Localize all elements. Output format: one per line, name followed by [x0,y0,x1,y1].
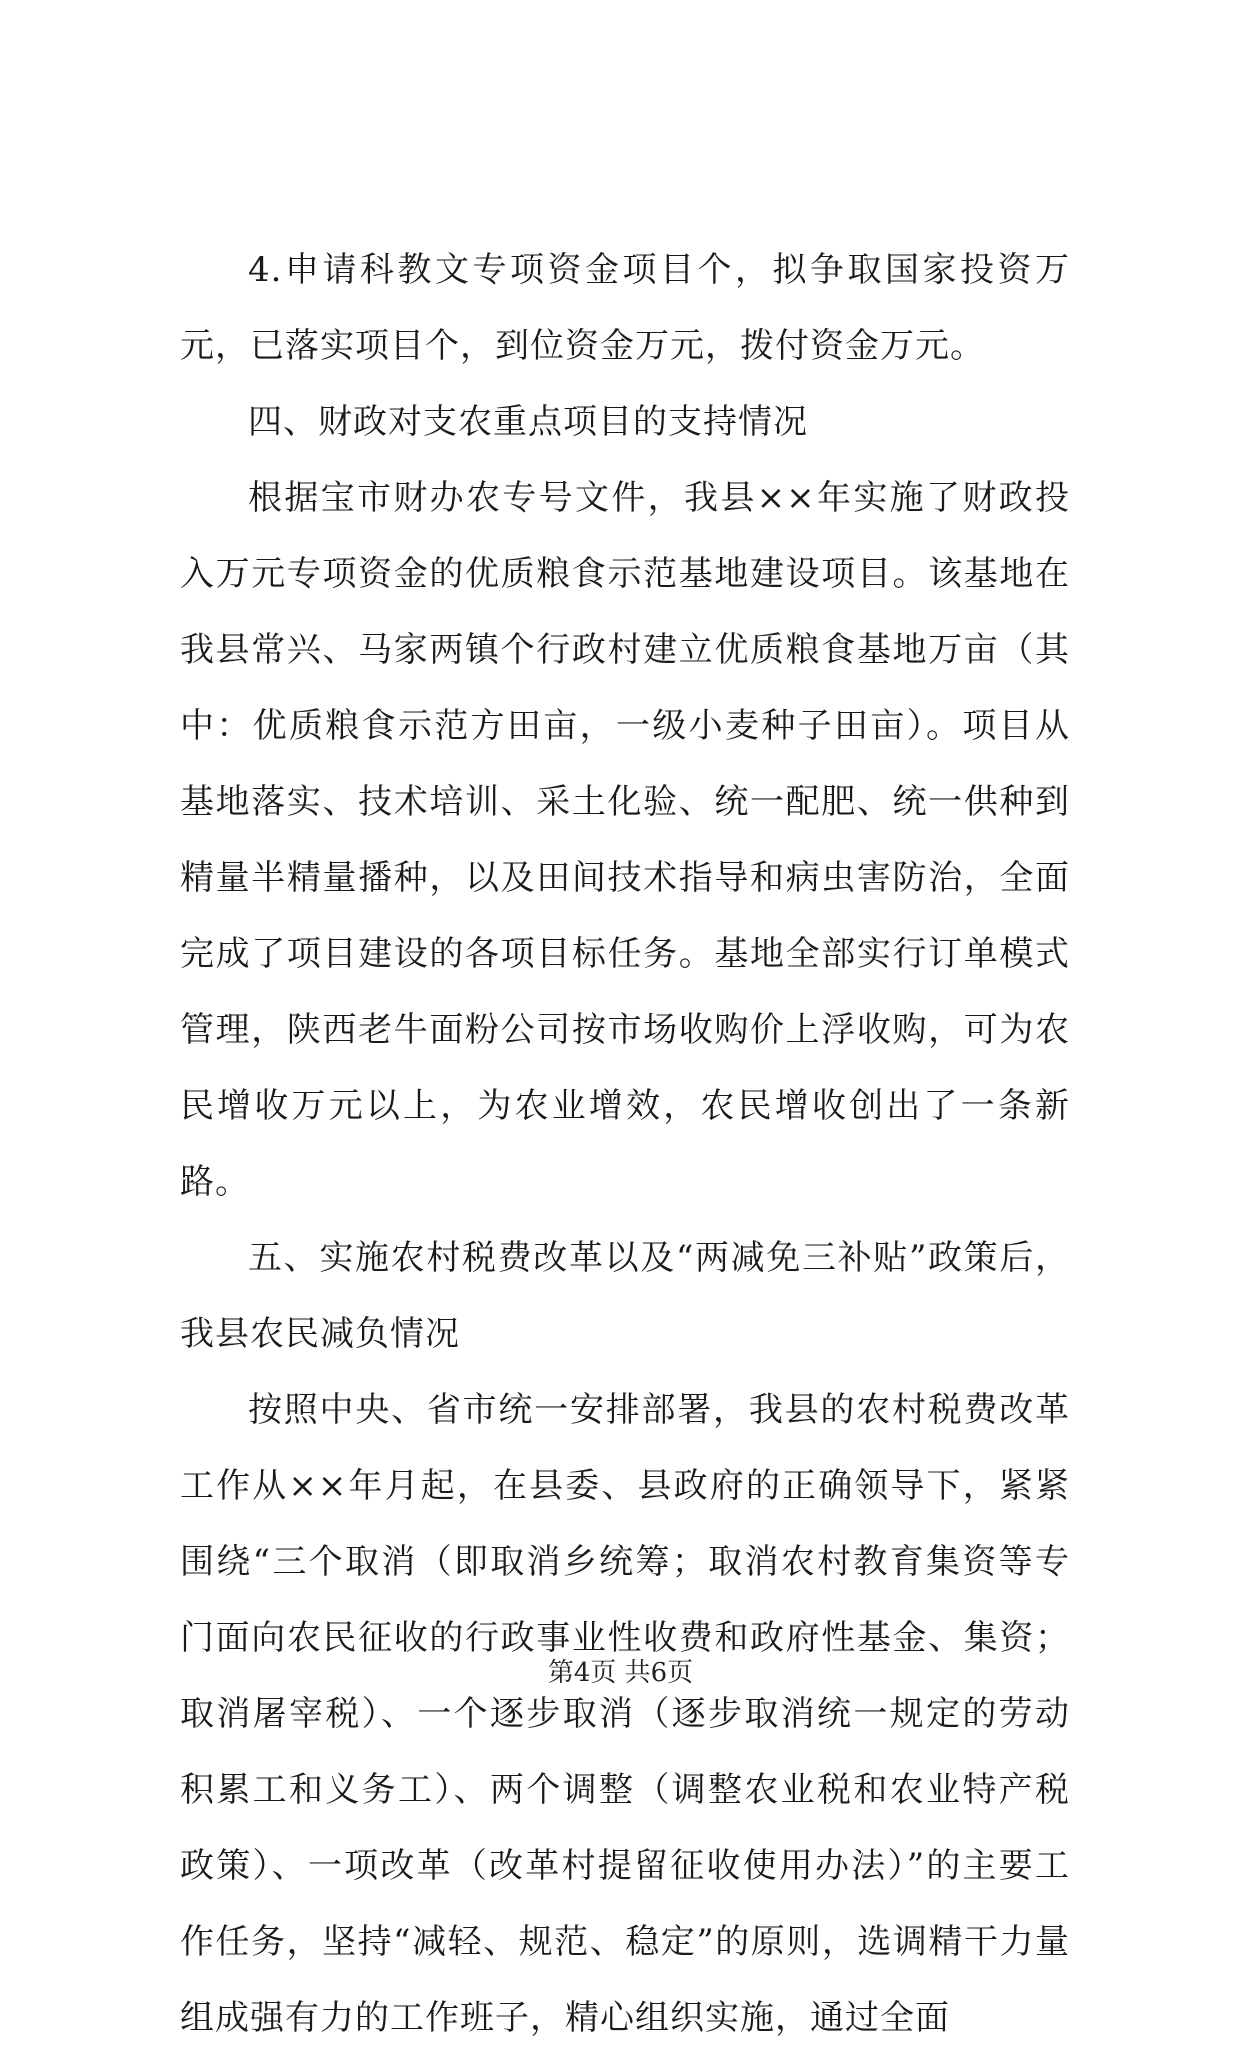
paragraph-item-4: 4.申请科教文专项资金项目个，拟争取国家投资万元，已落实项目个，到位资金万元，拨付资金万元。 [180,250,1070,366]
section-heading-5: 五、实施农村税费改革以及“两减免三补贴”政策后，我县农民减负情况 [180,1238,1070,1354]
paragraph-agri-base: 根据宝市财办农专号文件，我县××年实施了财政投入万元专项资金的优质粮食示范基地建设项目。该基地在我县常兴、马家两镇个行政村建立优质粮食基地万亩（其中：优质粮食示范方田亩，一级小麦种子田亩）。项目从基地落实、技术培训、采土化验、统一配肥、统一供种到精量半精量播种，以及田间技术指导和病虫害防治，全面完成了项目建设的各项目标任务。基地全部实行订单模式管理，陕西老牛面粉公司按市场收购价上浮收购，可为农民增收万元以上，为农业增效，农民增收创出了一条新路。 [180,478,1070,1202]
page-footer: 第4页 共6页 [547,1658,694,1688]
section-heading-4: 四、财政对支农重点项目的支持情况 [248,402,808,442]
paragraph-tax-reform: 按照中央、省市统一安排部署，我县的农村税费改革工作从××年月起，在县委、县政府的正确领导下，紧紧围绕“三个取消（即取消乡统筹；取消农村教育集资等专门面向农民征收的行政事业性收费和政府性基金、集资；取消屠宰税）、一个逐步取消（逐步取消统一规定的劳动积累工和义务工）、两个调整（调整农业税和农业特产税政策）、一项改革（改革村提留征收使用办法）”的主要工作任务，坚持“减轻、规范、稳定”的原则，选调精干力量组成强有力的工作班子，精心组织实施，通过全面 [180,1390,1070,2038]
document-body [180,232,1070,2056]
